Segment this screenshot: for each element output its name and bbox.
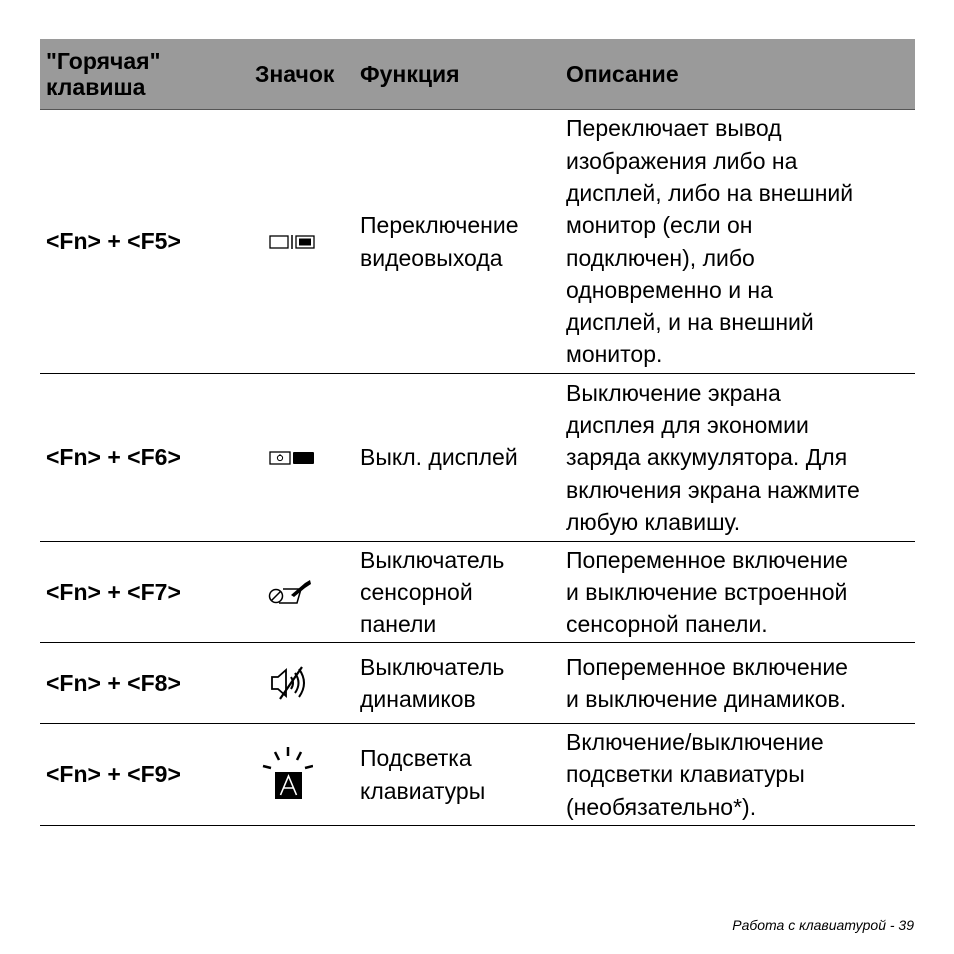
page-footer: Работа с клавиатурой - 39 (732, 917, 914, 933)
table-row (40, 724, 915, 826)
description-cell: Включение/выключение подсветки клавиатуры (необязательно*). (566, 729, 824, 820)
function-cell: Подсветка клавиатуры (360, 745, 486, 804)
description-cell: Попеременное включение и выключение встроенной сенсорной панели. (566, 546, 848, 638)
hotkey-cell: <Fn> + <F8> (46, 669, 181, 696)
header-description: Описание (566, 61, 679, 87)
keyboard-backlight-icon (261, 745, 313, 805)
hotkey-cell: <Fn> + <F5> (46, 228, 181, 255)
function-cell: Выключатель динамиков (360, 653, 505, 712)
table-row (40, 643, 915, 724)
function-cell: Выкл. дисплей (360, 444, 518, 471)
speaker-mute-icon (269, 665, 313, 701)
hotkey-cell: <Fn> + <F9> (46, 761, 181, 788)
header-function: Функция (360, 61, 460, 87)
table-row (40, 542, 915, 643)
display-off-icon (269, 450, 317, 466)
description-cell: Выключение экрана дисплея для экономии заряда аккумулятора. Для включения экрана нажмите любую клавишу. (566, 379, 860, 535)
display-toggle-icon (269, 234, 317, 250)
function-cell: Переключение видеовыхода (360, 212, 519, 271)
hotkey-cell: <Fn> + <F7> (46, 578, 181, 605)
header-icon: Значок (255, 61, 335, 87)
touchpad-toggle-icon (267, 577, 317, 607)
function-cell: Выключатель сенсорной панели (360, 546, 505, 638)
hotkey-cell: <Fn> + <F6> (46, 444, 181, 471)
header-hotkey: "Горячая" клавиша (46, 48, 161, 100)
table-row (40, 110, 915, 374)
hotkey-table (40, 39, 915, 826)
table-row (40, 374, 915, 542)
table-header (40, 39, 915, 110)
description-cell: Попеременное включение и выключение динамиков. (566, 653, 848, 712)
description-cell: Переключает вывод изображения либо на дисплей, либо на внешний монитор (если он подключен), либо одновременно и на дисплей, и на внешний монитор. (566, 115, 854, 368)
